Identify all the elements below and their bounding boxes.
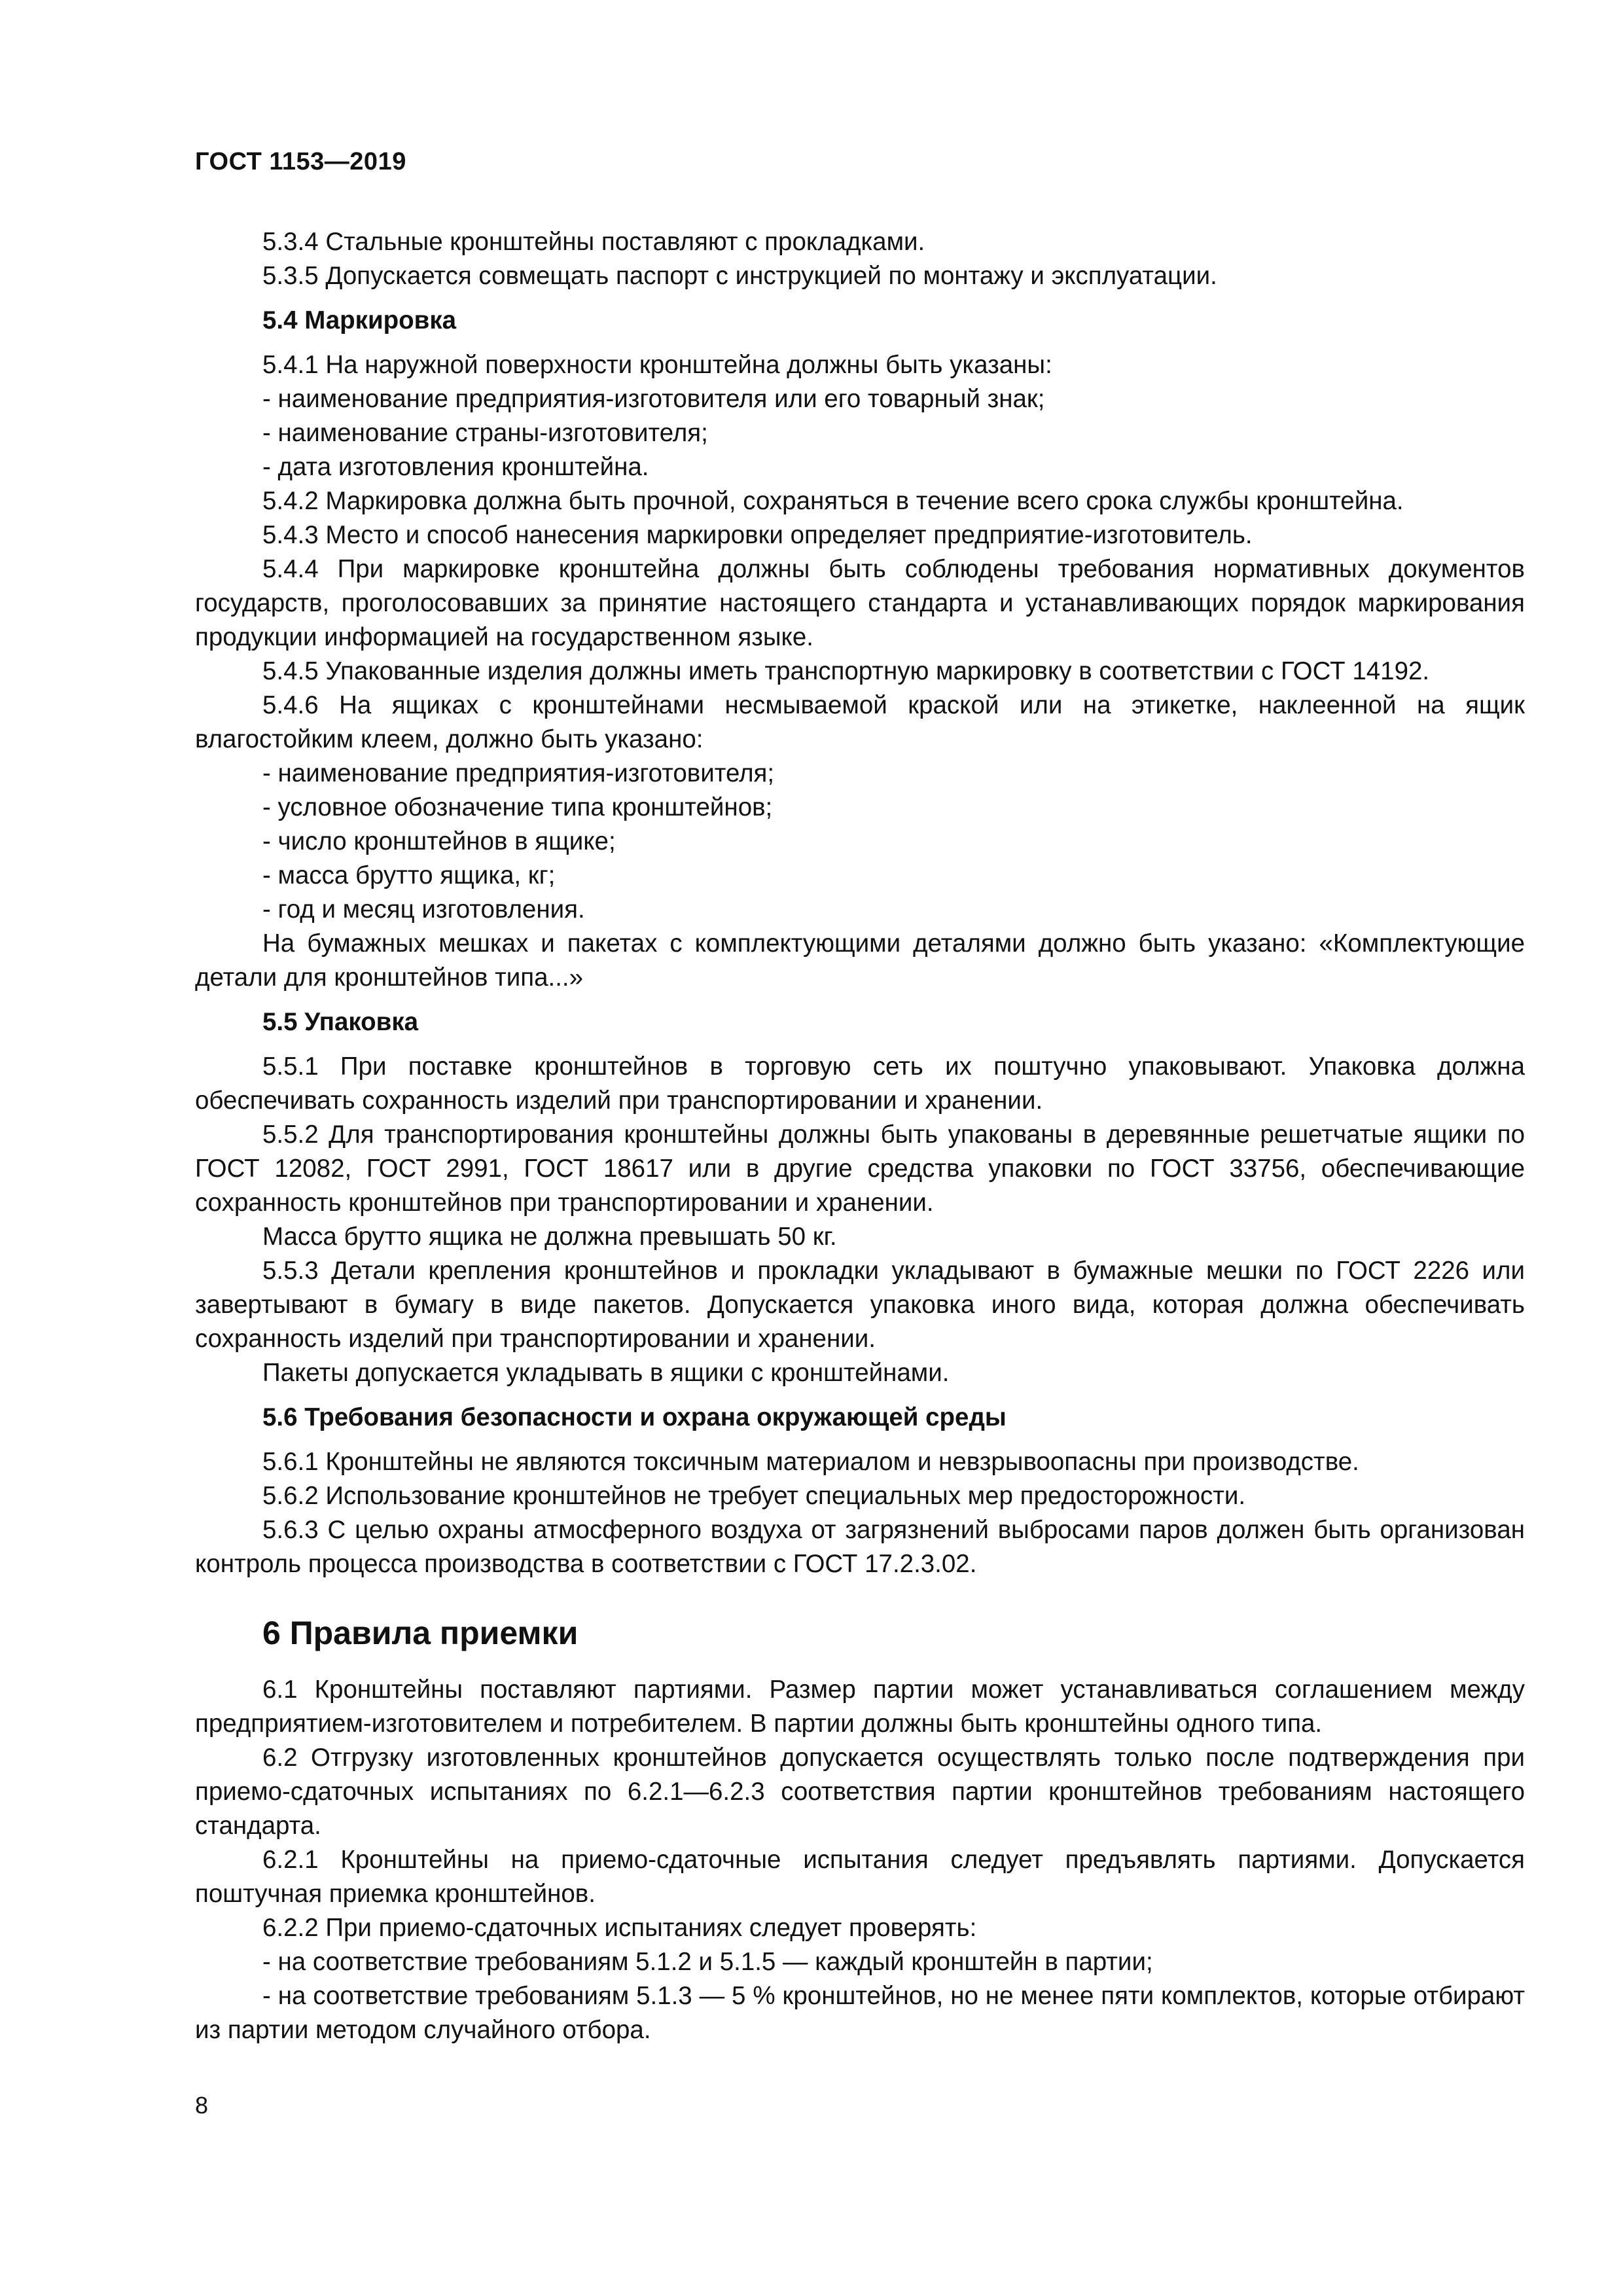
paragraph: 6.2.1 Кронштейны на приемо-сдаточные испытания следует предъявлять партиями. Допускается поштучная приемка кронштейнов. [195,1846,1525,1908]
section-heading: 5.6 Требования безопасности и охрана окружающей среды [262,1403,1007,1431]
paragraph: 5.4.5 Упакованные изделия должны иметь транспортную маркировку в соответствии с ГОСТ 14192. [262,657,1430,685]
paragraph: 5.4.2 Маркировка должна быть прочной, сохраняться в течение всего срока службы кронштейна. [262,487,1404,515]
list-item: - масса брутто ящика, кг; [262,861,556,889]
list-item: - наименование предприятия-изготовителя или его товарный знак; [262,385,1045,413]
paragraph: 6.2.2 При приемо-сдаточных испытаниях следует проверять: [262,1914,977,1942]
section-heading: 5.5 Упаковка [262,1008,418,1036]
paragraph: 5.3.4 Стальные кронштейны поставляют с прокладками. [262,228,925,256]
list-item: - условное обозначение типа кронштейнов; [262,793,773,821]
document-body [195,225,1525,2047]
list-item: - число кронштейнов в ящике; [262,827,616,855]
section-heading: 5.4 Маркировка [262,306,457,334]
list-item: - наименование предприятия-изготовителя; [262,759,775,787]
paragraph: 6.2 Отгрузку изготовленных кронштейнов допускается осуществлять только после подтверждения при приемо-сдаточных испытаниях по 6.2.1—6.2.3 соответствия партии кронштейнов требованиям настоящего стандарта. [195,1744,1525,1840]
page-number: 8 [195,2092,209,2119]
paragraph: 5.6.1 Кронштейны не являются токсичным материалом и невзрывоопасны при производстве. [262,1448,1359,1476]
paragraph: 5.4.1 На наружной поверхности кронштейна должны быть указаны: [262,351,1052,379]
paragraph: 5.3.5 Допускается совмещать паспорт с инструкцией по монтажу и эксплуатации. [262,262,1217,290]
paragraph: - на соответствие требованиям 5.1.3 — 5 % кронштейнов, но не менее пяти комплектов, которые отбирают из партии методом случайного отбора. [195,1982,1525,2044]
paragraph: 5.4.4 При маркировке кронштейна должны быть соблюдены требования нормативных документов государств, проголосовавших за принятие настоящего стандарта и устанавливающих порядок маркирования продукции информацией на государственном языке. [195,555,1525,651]
list-item: - год и месяц изготовления. [262,895,585,924]
paragraph: 6.1 Кронштейны поставляют партиями. Размер партии может устанавливаться соглашением между предприятием-изготовителем и потребителем. В партии должны быть кронштейны одного типа. [195,1676,1525,1738]
chapter-heading: 6 Правила приемки [262,1615,579,1651]
paragraph: На бумажных мешках и пакетах с комплектующими деталями должно быть указано: «Комплектующие детали для кронштейнов типа...» [195,929,1525,992]
paragraph: 5.5.2 Для транспортирования кронштейны должны быть упакованы в деревянные решетчатые ящики по ГОСТ 12082, ГОСТ 2991, ГОСТ 18617 или в другие средства упаковки по ГОСТ 33756, обеспечивающие сохранность кронштейнов при транспортировании и хранении. [195,1121,1525,1217]
paragraph: 5.5.3 Детали крепления кронштейнов и прокладки укладывают в бумажные мешки по ГОСТ 2226 или завертывают в бумагу в виде пакетов. Допускается упаковка иного вида, которая должна обеспечивать сохранность изделий при транспортировании и хранении. [195,1257,1525,1353]
paragraph: 5.6.3 С целью охраны атмосферного воздуха от загрязнений выбросами паров должен быть организован контроль процесса производства в соответствии с ГОСТ 17.2.3.02. [195,1516,1525,1578]
document-code-header: ГОСТ 1153—2019 [195,148,406,175]
list-item: - на соответствие требованиям 5.1.2 и 5.1.5 — каждый кронштейн в партии; [262,1948,1153,1976]
paragraph: 5.4.3 Место и способ нанесения маркировки определяет предприятие-изготовитель. [262,521,1253,549]
list-item: - дата изготовления кронштейна. [262,453,649,481]
paragraph: 5.6.2 Использование кронштейнов не требует специальных мер предосторожности. [262,1482,1246,1510]
list-item: - наименование страны-изготовителя; [262,419,708,447]
paragraph: 5.5.1 При поставке кронштейнов в торговую сеть их поштучно упаковывают. Упаковка должна обеспечивать сохранность изделий при транспортировании и хранении. [195,1052,1525,1115]
paragraph: 5.4.6 На ящиках с кронштейнами несмываемой краской или на этикетке, наклеенной на ящик влагостойким клеем, должно быть указано: [195,691,1525,753]
paragraph: Пакеты допускается укладывать в ящики с кронштейнами. [262,1359,950,1387]
paragraph: Масса брутто ящика не должна превышать 50 кг. [262,1223,837,1251]
